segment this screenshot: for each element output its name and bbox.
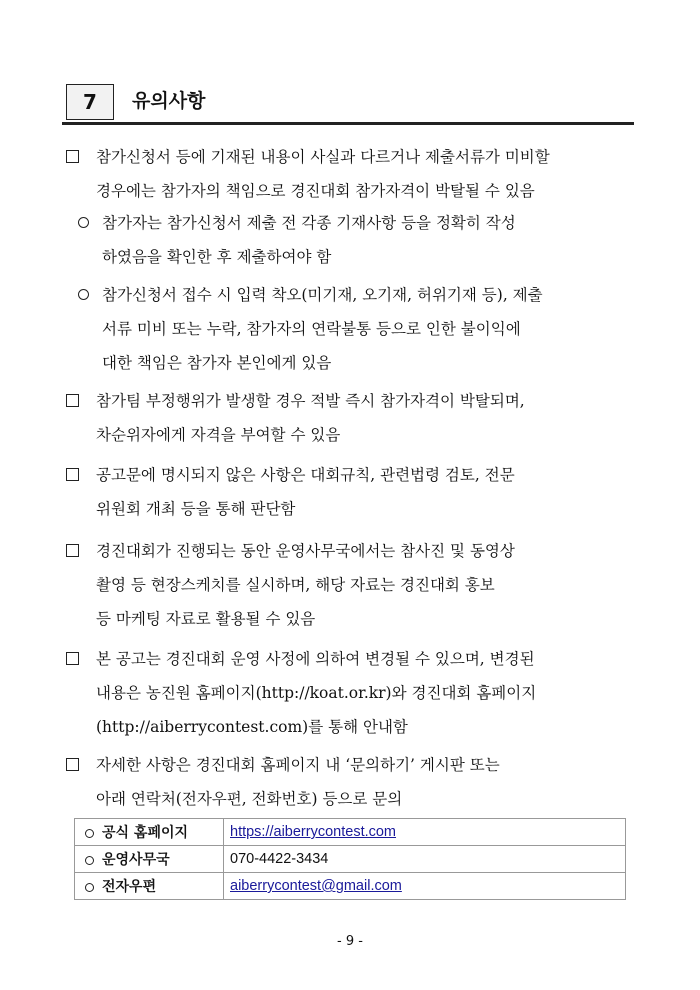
circle-bullet-icon <box>85 829 94 838</box>
contact-value-cell <box>224 846 626 873</box>
checkbox-square-icon <box>66 394 79 407</box>
notice-item <box>66 534 638 636</box>
notice-item <box>66 748 638 816</box>
circle-bullet-icon <box>85 856 94 865</box>
checkbox-square-icon <box>66 544 79 557</box>
contact-value-cell <box>224 873 626 900</box>
email-link[interactable]: aiberrycontest@gmail.com <box>230 878 402 894</box>
page-number: - 9 - <box>337 934 363 949</box>
item-line: 자세한 사항은 경진대회 홈페이지 내 ‘문의하기’ 게시판 또는 <box>96 756 500 774</box>
checkbox-square-icon <box>66 150 79 163</box>
notice-item <box>66 384 638 452</box>
homepage-link[interactable]: https://aiberrycontest.com <box>230 824 397 840</box>
item-line: (http://aiberrycontest.com)를 통해 안내함 <box>96 718 408 736</box>
circle-bullet-icon <box>85 883 94 892</box>
contact-label: 운영사무국 <box>102 852 170 868</box>
item-line: 위원회 개최 등을 통해 판단함 <box>96 500 296 518</box>
notice-subitem <box>78 278 638 380</box>
contact-label-cell <box>75 846 224 873</box>
section-header <box>62 82 634 125</box>
item-line: 차순위자에게 자격을 부여할 수 있음 <box>96 426 341 444</box>
checkbox-square-icon <box>66 468 79 481</box>
table-row <box>75 819 626 846</box>
subitem-line: 참가신청서 접수 시 입력 착오(미기재, 오기재, 허위기재 등), 제출 <box>102 286 543 304</box>
notice-item <box>66 458 638 526</box>
subitem-line: 참가자는 참가신청서 제출 전 각종 기재사항 등을 정확히 작성 <box>102 214 516 232</box>
notice-item <box>66 642 638 744</box>
subitem-line: 하였음을 확인한 후 제출하여야 함 <box>102 248 332 266</box>
notice-item <box>66 140 638 208</box>
section-title: 유의사항 <box>132 90 206 112</box>
item-line: 본 공고는 경진대회 운영 사정에 의하여 변경될 수 있으며, 변경된 <box>96 650 535 668</box>
item-line: 등 마케팅 자료로 활용될 수 있음 <box>96 610 316 628</box>
notice-subitem <box>78 206 638 274</box>
item-line: 참가신청서 등에 기재된 내용이 사실과 다르거나 제출서류가 미비할 <box>96 148 550 166</box>
table-row <box>75 873 626 900</box>
item-line: 공고문에 명시되지 않은 사항은 대회규칙, 관련법령 검토, 전문 <box>96 466 515 484</box>
section-number: 7 <box>66 84 114 120</box>
subitem-line: 대한 책임은 참가자 본인에게 있음 <box>102 354 332 372</box>
contact-value-cell <box>224 819 626 846</box>
contact-label-cell <box>75 819 224 846</box>
phone-number: 070-4422-3434 <box>230 851 329 867</box>
contact-label: 공식 홈페이지 <box>102 825 189 841</box>
item-line: 경진대회가 진행되는 동안 운영사무국에서는 참사진 및 동영상 <box>96 542 515 560</box>
contact-label: 전자우편 <box>102 879 157 895</box>
item-line: 내용은 농진원 홈페이지(http://koat.or.kr)와 경진대회 홈페이지 <box>96 684 537 702</box>
item-line: 아래 연락처(전자우편, 전화번호) 등으로 문의 <box>96 790 403 808</box>
contact-table <box>74 818 626 900</box>
circle-bullet-icon <box>78 217 89 228</box>
circle-bullet-icon <box>78 289 89 300</box>
contact-label-cell <box>75 873 224 900</box>
checkbox-square-icon <box>66 758 79 771</box>
item-line: 촬영 등 현장스케치를 실시하며, 해당 자료는 경진대회 홍보 <box>96 576 495 594</box>
subitem-line: 서류 미비 또는 누락, 참가자의 연락불통 등으로 인한 불이익에 <box>102 320 521 338</box>
checkbox-square-icon <box>66 652 79 665</box>
item-line: 참가팀 부정행위가 발생할 경우 적발 즉시 참가자격이 박탈되며, <box>96 392 525 410</box>
item-line: 경우에는 참가자의 책임으로 경진대회 참가자격이 박탈될 수 있음 <box>96 182 535 200</box>
table-row <box>75 846 626 873</box>
